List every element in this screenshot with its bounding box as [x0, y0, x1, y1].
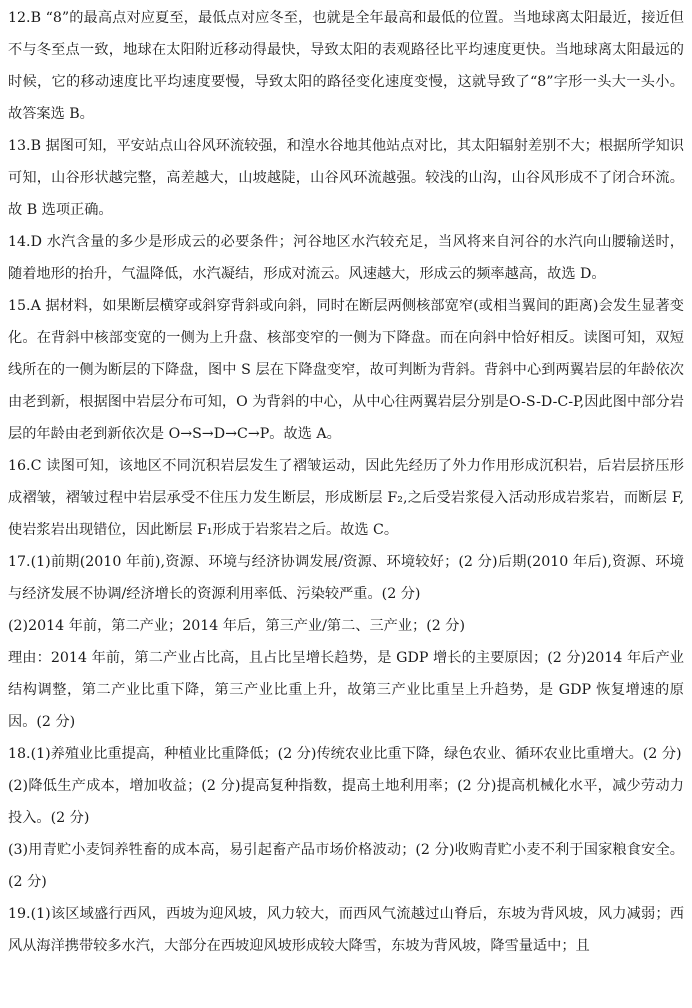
answer-paragraph-17-reason: 理由：2014 年前，第二产业占比高，且占比呈增长趋势，是 GDP 增长的主要原因；(2 分)2014 年后产业结构调整，第二产业比重下降，第三产业比重上升，故第三产业比重呈上升趋势，是 GDP 恢复增速的原因。(2 分)	[8, 650, 684, 730]
answer-paragraph-12: 12.B “8”的最高点对应夏至，最低点对应冬至，也就是全年最高和最低的位置。当地球离太阳最近，接近但不与冬至点一致，地球在太阳附近移动得最快，导致太阳的表观路径比平均速度更快。当地球离太阳最远的时候，它的移动速度比平均速度要慢，导致太阳的路径变化速度变慢，这就导致了“8”字形一头大一头小。故答案选 B。	[8, 10, 684, 122]
answer-paragraph-19-1: 19.(1)该区域盛行西风，西坡为迎风坡，风力较大，而西风气流越过山脊后，东坡为背风坡，风力减弱；西风从海洋携带较多水汽，大部分在西坡迎风坡形成较大降雪，东坡为背风坡，降雪量适中；且	[8, 906, 684, 954]
answer-paragraph-17-2: (2)2014 年前，第二产业；2014 年后，第三产业/第二、三产业；(2 分)	[8, 618, 466, 634]
answer-paragraph-14: 14.D 水汽含量的多少是形成云的必要条件；河谷地区水汽较充足，当风将来自河谷的水汽向山腰输送时，随着地形的抬升，气温降低，水汽凝结，形成对流云。风速越大，形成云的频率越高，故选 D。	[8, 234, 684, 282]
answer-paragraph-13: 13.B 据图可知，平安站点山谷风环流较强，和湟水谷地其他站点对比，其太阳辐射差别不大；根据所学知识可知，山谷形状越完整，高差越大，山坡越陡，山谷风环流越强。较浅的山沟，山谷风形成不了闭合环流。故 B 选项正确。	[8, 138, 684, 218]
answer-paragraph-18-1: 18.(1)养殖业比重提高，种植业比重降低；(2 分)传统农业比重下降，绿色农业、循环农业比重增大。(2 分)	[8, 746, 682, 762]
answer-paragraph-16: 16.C 读图可知，该地区不同沉积岩层发生了褶皱运动，因此先经历了外力作用形成沉积岩，后岩层挤压形成褶皱，褶皱过程中岩层承受不住压力发生断层，形成断层 F₂,之后受岩浆侵入活动形成岩浆岩，而断层 F,使岩浆岩出现错位，因此断层 F₁形成于岩浆岩之后。故选 C。	[8, 458, 684, 538]
answer-paragraph-18-2: (2)降低生产成本，增加收益；(2 分)提高复种指数，提高土地利用率；(2 分)提高机械化水平，减少劳动力投入。(2 分)	[8, 778, 684, 826]
answer-paragraph-15: 15.A 据材料，如果断层横穿或斜穿背斜或向斜，同时在断层两侧核部宽窄(或相当翼间的距离)会发生显著变化。在背斜中核部变宽的一侧为上升盘、核部变窄的一侧为下降盘。而在向斜中恰好相反。读图可知，双短线所在的一侧为断层的下降盘，图中 S 层在下降盘变窄，故可判断为背斜。背斜中心到两翼岩层的年龄依次由老到新，根据图中岩层分布可知，O 为背斜的中心，从中心往两翼岩层分别是O-S-D-C-P,因此图中部分岩层的年龄由老到新依次是 O→S→D→C→P。故选 A。	[8, 298, 684, 442]
answer-paragraph-18-3: (3)用青贮小麦饲养牲畜的成本高，易引起畜产品市场价格波动；(2 分)收购青贮小麦不利于国家粮食安全。(2 分)	[8, 842, 684, 890]
answer-paragraph-17-1: 17.(1)前期(2010 年前),资源、环境与经济协调发展/资源、环境较好；(2 分)后期(2010 年后),资源、环境与经济发展不协调/经济增长的资源利用率低、污染较严重。(2 分)	[8, 554, 684, 602]
